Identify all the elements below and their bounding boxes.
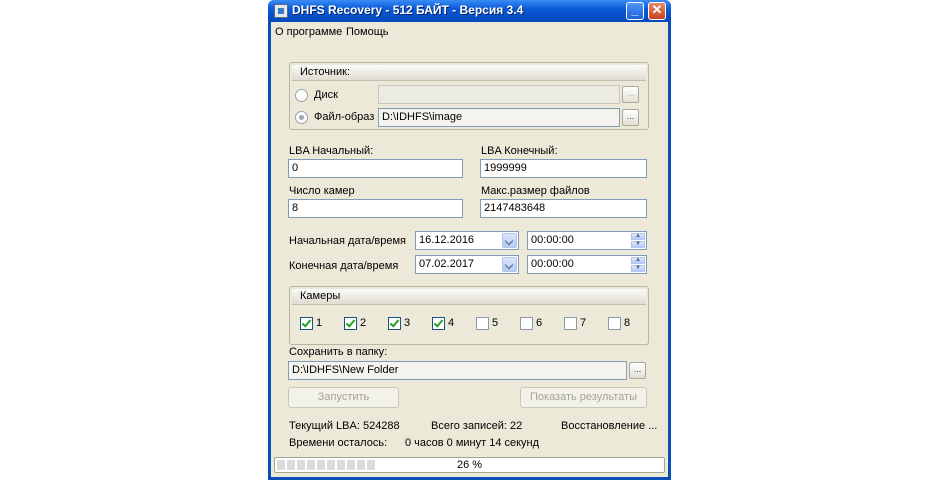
- save-folder-browse-button[interactable]: ...: [629, 362, 646, 379]
- lba-start-field[interactable]: 0: [288, 159, 463, 178]
- camera-checkbox-3[interactable]: [388, 317, 401, 330]
- camera-label-4: 4: [448, 317, 455, 329]
- time-spinner[interactable]: [631, 257, 645, 272]
- camera-checkbox-1[interactable]: [300, 317, 313, 330]
- disk-browse-button[interactable]: ...: [622, 86, 639, 103]
- camera-label-2: 2: [360, 317, 367, 329]
- max-file-size-label: Макс.размер файлов: [481, 185, 590, 197]
- title-bar[interactable]: [268, 0, 671, 22]
- close-button[interactable]: ✕: [648, 2, 666, 20]
- camera-checkbox-2[interactable]: [344, 317, 357, 330]
- disk-label: Диск: [314, 89, 338, 101]
- start-date-picker[interactable]: 16.12.2016: [415, 231, 519, 250]
- restore-status-text: Восстановление ...: [561, 420, 658, 432]
- cameras-count-field[interactable]: 8: [288, 199, 463, 218]
- total-records-text: Всего записей: 22: [431, 420, 523, 432]
- show-results-button[interactable]: Показать результаты: [520, 387, 647, 408]
- disk-radio[interactable]: [295, 89, 308, 102]
- progress-text: 26 %: [456, 459, 483, 471]
- source-group: [289, 62, 649, 130]
- camera-label-6: 6: [536, 317, 543, 329]
- source-header: Источник:: [292, 65, 646, 81]
- client-area: [271, 22, 668, 477]
- camera-label-5: 5: [492, 317, 499, 329]
- camera-label-3: 3: [404, 317, 411, 329]
- spin-down-icon[interactable]: ▼: [631, 241, 645, 248]
- cameras-group: [289, 286, 649, 345]
- spin-up-icon[interactable]: ▲: [631, 233, 645, 240]
- end-time-field[interactable]: 00:00:00 ▲ ▼: [527, 255, 647, 274]
- image-path-field[interactable]: D:\IDHFS\image: [378, 108, 620, 127]
- camera-label-1: 1: [316, 317, 323, 329]
- time-left-value: 0 часов 0 минут 14 секунд: [405, 437, 540, 449]
- spin-up-icon[interactable]: ▲: [631, 257, 645, 264]
- camera-label-7: 7: [580, 317, 587, 329]
- start-time-field[interactable]: 00:00:00 ▲ ▼: [527, 231, 647, 250]
- lba-end-label: LBA Конечный:: [481, 145, 558, 157]
- progress-bar: [274, 457, 665, 473]
- app-window: [268, 0, 671, 480]
- spin-down-icon[interactable]: ▼: [631, 265, 645, 272]
- camera-label-8: 8: [624, 317, 631, 329]
- start-button[interactable]: Запустить: [288, 387, 399, 408]
- camera-checkbox-5[interactable]: [476, 317, 489, 330]
- end-date-picker[interactable]: 07.02.2017: [415, 255, 519, 274]
- cameras-count-label: Число камер: [289, 185, 355, 197]
- image-browse-button[interactable]: ...: [622, 109, 639, 126]
- disk-field[interactable]: [378, 85, 620, 104]
- end-datetime-label: Конечная дата/время: [289, 260, 399, 272]
- chevron-down-icon[interactable]: [502, 233, 517, 248]
- time-spinner[interactable]: [631, 233, 645, 248]
- camera-checkbox-6[interactable]: [520, 317, 533, 330]
- chevron-down-icon[interactable]: [502, 257, 517, 272]
- cameras-header: Камеры: [292, 289, 646, 305]
- current-lba-text: Текущий LBA: 524288: [289, 420, 400, 432]
- window-title: DHFS Recovery - 512 БАЙТ - Версия 3.4: [292, 3, 524, 17]
- menu-bar: [271, 22, 668, 42]
- save-folder-field[interactable]: D:\IDHFS\New Folder: [288, 361, 627, 380]
- max-file-size-field[interactable]: 2147483648: [480, 199, 647, 218]
- minimize-button[interactable]: _: [626, 2, 644, 20]
- lba-start-label: LBA Начальный:: [289, 145, 374, 157]
- image-radio[interactable]: [295, 111, 308, 124]
- camera-checkbox-7[interactable]: [564, 317, 577, 330]
- app-icon: [274, 4, 288, 18]
- menu-help[interactable]: Помощь: [346, 26, 389, 38]
- camera-checkbox-4[interactable]: [432, 317, 445, 330]
- save-folder-label: Сохранить в папку:: [289, 346, 388, 358]
- camera-checkbox-8[interactable]: [608, 317, 621, 330]
- menu-about[interactable]: О программе: [275, 26, 343, 38]
- start-datetime-label: Начальная дата/время: [289, 235, 407, 247]
- lba-end-field[interactable]: 1999999: [480, 159, 647, 178]
- image-label: Файл-образ: [314, 111, 375, 123]
- time-left-label: Времени осталось:: [289, 437, 388, 449]
